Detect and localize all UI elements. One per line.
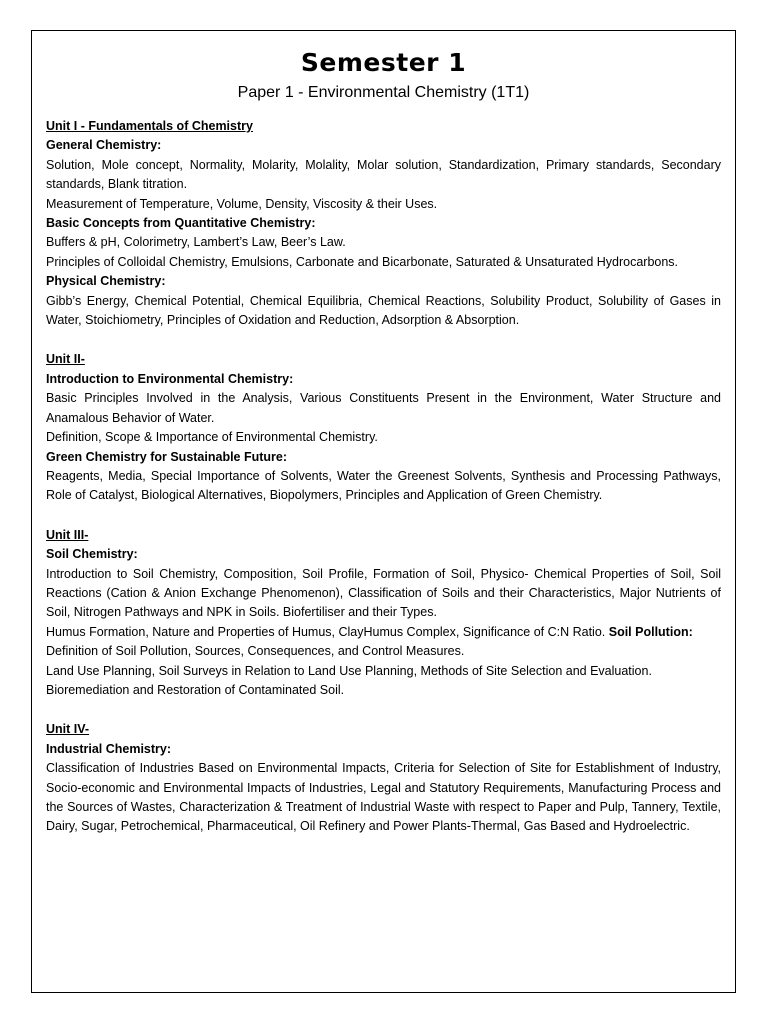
- page-title: Semester 1: [300, 48, 467, 77]
- humus-text: Humus Formation, Nature and Properties of Humus, ClayHumus Complex, Significance of C:N Ratio.: [46, 624, 606, 639]
- unit-4: [46, 720, 721, 836]
- paragraph: Definition of Soil Pollution, Sources, Consequences, and Control Measures.: [46, 644, 465, 659]
- paragraph: Measurement of Temperature, Volume, Density, Viscosity & their Uses.: [46, 196, 438, 211]
- unit-3-title: Unit III-: [46, 527, 89, 542]
- section-heading: Physical Chemistry:: [46, 274, 166, 289]
- paragraph: Buffers & pH, Colorimetry, Lambert’s Law, Beer’s Law.: [46, 235, 346, 250]
- paragraph: Solution, Mole concept, Normality, Molarity, Molality, Molar solution, Standardization, Primary standards, Secondary standards, Blank titration.: [46, 157, 721, 192]
- paragraph: Bioremediation and Restoration of Contaminated Soil.: [46, 682, 345, 697]
- paragraph: Definition, Scope & Importance of Environmental Chemistry.: [46, 430, 378, 445]
- paragraph: [46, 623, 721, 642]
- paragraph: Basic Principles Involved in the Analysis, Various Constituents Present in the Environment, Water Structure and Anamalous Behavior of Water.: [46, 391, 721, 425]
- section-heading: Introduction to Environmental Chemistry:: [46, 371, 294, 386]
- unit-2-title: Unit II-: [46, 352, 85, 367]
- section-heading: Industrial Chemistry:: [46, 741, 172, 756]
- unit-1-title: Unit I - Fundamentals of Chemistry: [46, 119, 253, 133]
- paper-title: Paper 1 - Environmental Chemistry (1T1): [237, 84, 530, 101]
- section-heading: General Chemistry:: [46, 138, 162, 153]
- paragraph: Introduction to Soil Chemistry, Composition, Soil Profile, Formation of Soil, Physico- Chemical Properties of Soil, Soil Reactions (Cation & Anion Exchange Phenomenon), Classification of Soils and their Characteristics, Major Nutrients of Soil, Nitrogen Pathways and NPK in Soils. Biofertiliser and their Types.: [46, 566, 721, 620]
- paragraph: Land Use Planning, Soil Surveys in Relation to Land Use Planning, Methods of Site Selection and Evaluation.: [46, 663, 652, 678]
- section-heading: Soil Chemistry:: [46, 547, 138, 562]
- syllabus-content: [46, 46, 721, 837]
- unit-3: [46, 526, 721, 701]
- paragraph: Reagents, Media, Special Importance of Solvents, Water the Greenest Solvents, Synthesis and Processing Pathways, Role of Catalyst, Biological Alternatives, Biopolymers, Principles and Application of Green Chemistry.: [46, 468, 721, 503]
- unit-4-title: Unit IV-: [46, 722, 90, 737]
- section-heading: Green Chemistry for Sustainable Future:: [46, 449, 288, 464]
- section-heading: Soil Pollution:: [608, 624, 693, 639]
- unit-2: [46, 350, 721, 505]
- unit-1: [46, 117, 721, 330]
- paragraph: Gibb’s Energy, Chemical Potential, Chemical Equilibria, Chemical Reactions, Solubility Product, Solubility of Gases in Water, Stoichiometry, Principles of Oxidation and Reduction, Adsorption & Absorption.: [46, 293, 721, 328]
- paragraph: Principles of Colloidal Chemistry, Emulsions, Carbonate and Bicarbonate, Saturated & Unsaturated Hydrocarbons.: [46, 254, 679, 269]
- paragraph: Classification of Industries Based on Environmental Impacts, Criteria for Selection of Site for Establishment of Industry, Socio-economic and Environmental Impacts of Industries, Legal and Statutory Requirements, Manufacturing Process and the Sources of Wastes, Characterization & Treatment of Industrial Waste with respect to Paper and Pulp, Tannery, Textile, Dairy, Sugar, Petrochemical, Pharmaceutical, Oil Refinery and Power Plants-Thermal, Gas Based and Hydroelectric.: [46, 761, 721, 834]
- section-heading: Basic Concepts from Quantitative Chemistry:: [46, 216, 316, 231]
